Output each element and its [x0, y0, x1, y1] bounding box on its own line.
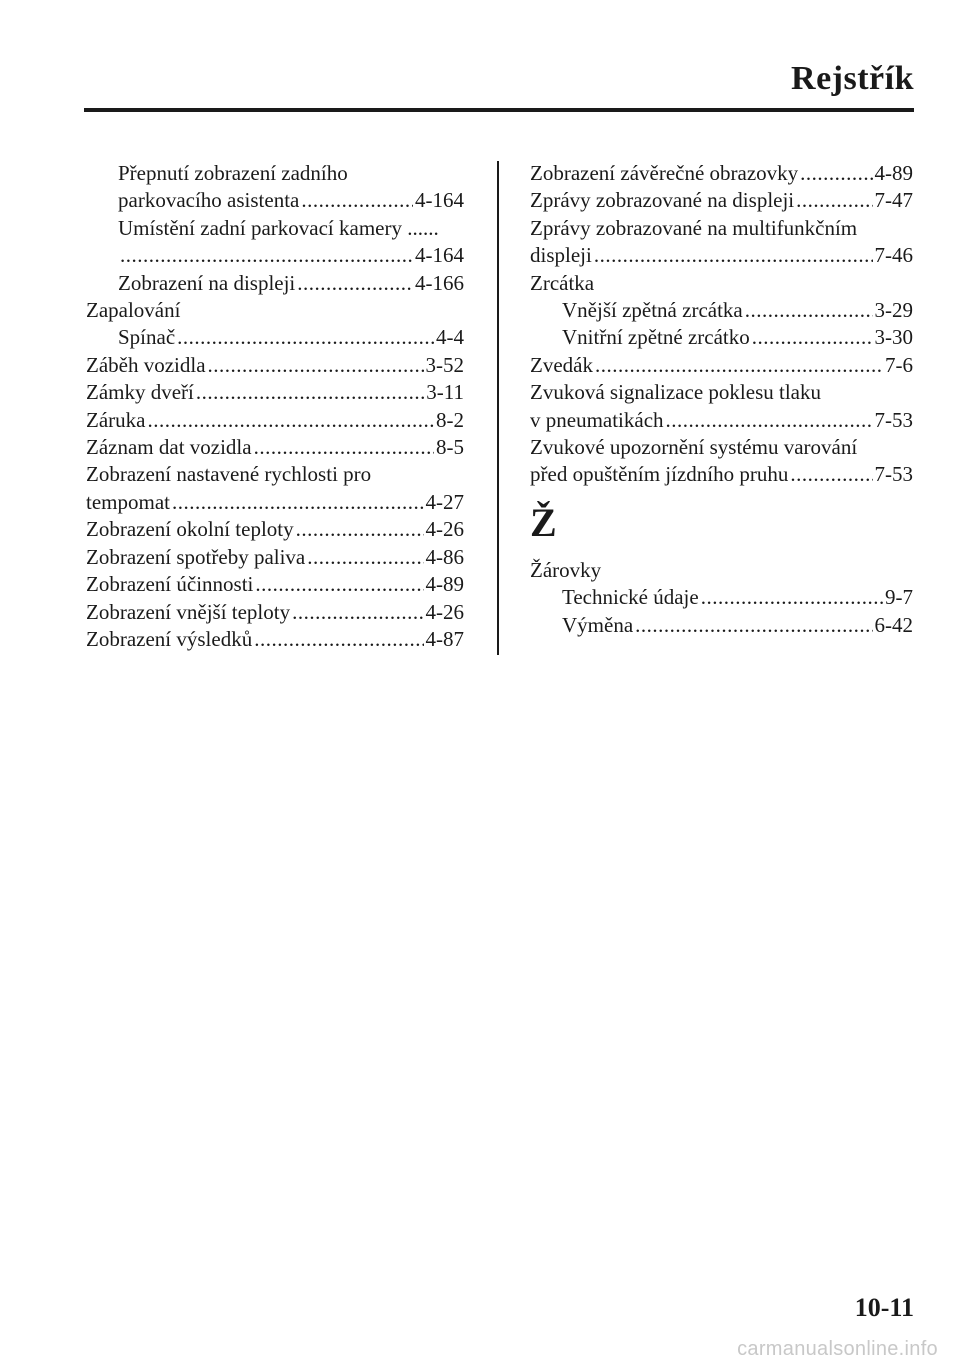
page-reference: 8-2 — [436, 407, 464, 432]
index-entry — [530, 379, 913, 406]
entry-text: tempomat — [86, 489, 170, 514]
index-entry — [86, 626, 464, 653]
dot-leader — [196, 379, 424, 406]
dot-leader — [666, 407, 873, 434]
letter-heading: Ž — [530, 499, 557, 545]
index-entry — [530, 160, 913, 187]
index-column-left — [86, 160, 464, 653]
page-title: Rejstřík — [791, 60, 914, 97]
dot-leader — [292, 599, 423, 626]
index-entry — [86, 571, 464, 598]
entry-text: Zrcátka — [530, 270, 595, 295]
page-reference: 7-46 — [874, 243, 913, 268]
page-reference: 4-27 — [425, 489, 464, 514]
index-entry — [530, 215, 913, 242]
entry-text: Zobrazení účinnosti — [86, 572, 254, 597]
entry-text: Zobrazení závěrečné obrazovky — [530, 161, 799, 185]
entry-text: Zobrazení výsledků — [86, 626, 253, 651]
dot-leader — [800, 160, 872, 187]
page-reference: 7-6 — [885, 352, 913, 377]
entry-text: Umístění zadní parkovací kamery ...... — [118, 215, 439, 240]
entry-text: Vnější zpětná zrcátka — [562, 298, 743, 323]
watermark: carmanualsonline.info — [737, 1338, 938, 1360]
index-entry — [530, 461, 913, 488]
dot-leader — [790, 461, 872, 488]
dot-leader — [701, 584, 883, 611]
index-entries-zh — [530, 557, 913, 639]
dot-leader — [254, 626, 423, 653]
dot-leader — [752, 324, 873, 351]
index-entry — [86, 461, 464, 488]
entry-text: Žárovky — [530, 557, 602, 582]
page-reference: 4-89 — [425, 572, 464, 597]
index-entry — [530, 352, 913, 379]
entry-text: Zobrazení spotřeby paliva — [86, 544, 306, 569]
index-entry — [86, 434, 464, 461]
page-reference: 4-26 — [425, 599, 464, 624]
index-subentry — [530, 324, 913, 351]
index-subentry — [86, 215, 464, 242]
index-subentry — [86, 160, 464, 187]
page-reference: 4-164 — [415, 243, 464, 268]
entry-text: před opuštěním jízdního pruhu — [530, 462, 789, 487]
page-reference: 9-7 — [885, 585, 913, 610]
entry-text: Spínač — [118, 325, 176, 350]
dot-leader — [296, 516, 424, 543]
page-reference: 3-29 — [874, 298, 913, 323]
index-subentry — [530, 584, 913, 611]
entry-text: Zvuková signalizace poklesu tlaku — [530, 380, 821, 405]
index-entry — [86, 379, 464, 406]
dot-leader — [594, 242, 873, 269]
index-entry — [86, 297, 464, 324]
page-reference: 6-42 — [874, 612, 913, 637]
index-entry — [530, 270, 913, 297]
dot-leader — [147, 407, 434, 434]
entry-text: Zvedák — [530, 352, 593, 377]
page-reference: 4-164 — [415, 188, 464, 213]
page-reference: 3-11 — [426, 380, 464, 405]
index-entry — [530, 187, 913, 214]
dot-leader — [208, 352, 424, 379]
index-entry — [86, 489, 464, 516]
index-column-right — [530, 160, 913, 639]
entry-text: Zvukové upozornění systému varování — [530, 435, 858, 460]
index-subentry — [86, 187, 464, 214]
page-reference: 7-53 — [874, 407, 913, 432]
dot-leader — [172, 489, 424, 516]
entry-text: Zámky dveří — [86, 380, 194, 405]
index-subentry — [86, 324, 464, 351]
entry-text: Zobrazení okolní teploty — [86, 517, 294, 542]
page-reference: 4-89 — [874, 161, 913, 185]
index-entry — [530, 434, 913, 461]
dot-leader — [297, 270, 413, 297]
dot-leader — [745, 297, 873, 324]
entry-text: Výměna — [562, 612, 634, 637]
page-reference: 4-166 — [415, 270, 464, 295]
page-number: 10-11 — [854, 1293, 914, 1322]
dot-leader — [635, 612, 872, 639]
index-entry — [530, 557, 913, 584]
dot-leader — [255, 571, 423, 598]
entry-text: Záruka — [86, 407, 146, 432]
entry-text: Zobrazení vnější teploty — [86, 599, 291, 624]
page-reference: 3-52 — [425, 352, 464, 377]
index-entry — [86, 516, 464, 543]
entry-text: displeji — [530, 243, 592, 268]
index-entry — [86, 544, 464, 571]
index-entry — [530, 242, 913, 269]
column-divider — [497, 161, 499, 655]
dot-leader — [307, 544, 423, 571]
entry-text: Technické údaje — [562, 585, 699, 610]
page-reference: 4-26 — [425, 517, 464, 542]
index-entry — [86, 407, 464, 434]
index-subentry — [530, 612, 913, 639]
page-reference: 4-4 — [436, 325, 464, 350]
entry-text: parkovacího asistenta — [118, 188, 300, 213]
index-entry — [530, 407, 913, 434]
entry-text: Záznam dat vozidla — [86, 435, 252, 460]
dot-leader — [177, 324, 434, 351]
dot-leader — [254, 434, 434, 461]
index-subentry — [86, 242, 464, 269]
header-rule — [84, 108, 914, 112]
index-entry — [86, 352, 464, 379]
entry-text: Záběh vozidla — [86, 352, 206, 377]
dot-leader — [301, 187, 413, 214]
page-reference: 3-30 — [874, 325, 913, 350]
index-subentry — [86, 270, 464, 297]
dot-leader — [595, 352, 883, 379]
page-reference: 8-5 — [436, 435, 464, 460]
page-reference: 4-86 — [425, 544, 464, 569]
entry-text: Přepnutí zobrazení zadního — [118, 161, 348, 185]
entry-text: Zobrazení na displeji — [118, 270, 296, 295]
page-reference: 4-87 — [425, 626, 464, 651]
entry-text: Zprávy zobrazované na multifunkčním — [530, 215, 858, 240]
entry-text: Zprávy zobrazované na displeji — [530, 188, 795, 213]
entry-text: Zobrazení nastavené rychlosti pro — [86, 462, 372, 487]
entry-text: v pneumatikách — [530, 407, 664, 432]
dot-leader — [796, 187, 872, 214]
index-subentry — [530, 297, 913, 324]
page-reference: 7-53 — [874, 462, 913, 487]
entry-text: Vnitřní zpětné zrcátko — [562, 325, 750, 350]
index-entries-z — [530, 160, 913, 489]
dot-leader — [120, 242, 413, 269]
index-entry — [86, 599, 464, 626]
page-reference: 7-47 — [874, 188, 913, 213]
entry-text: Zapalování — [86, 298, 181, 323]
